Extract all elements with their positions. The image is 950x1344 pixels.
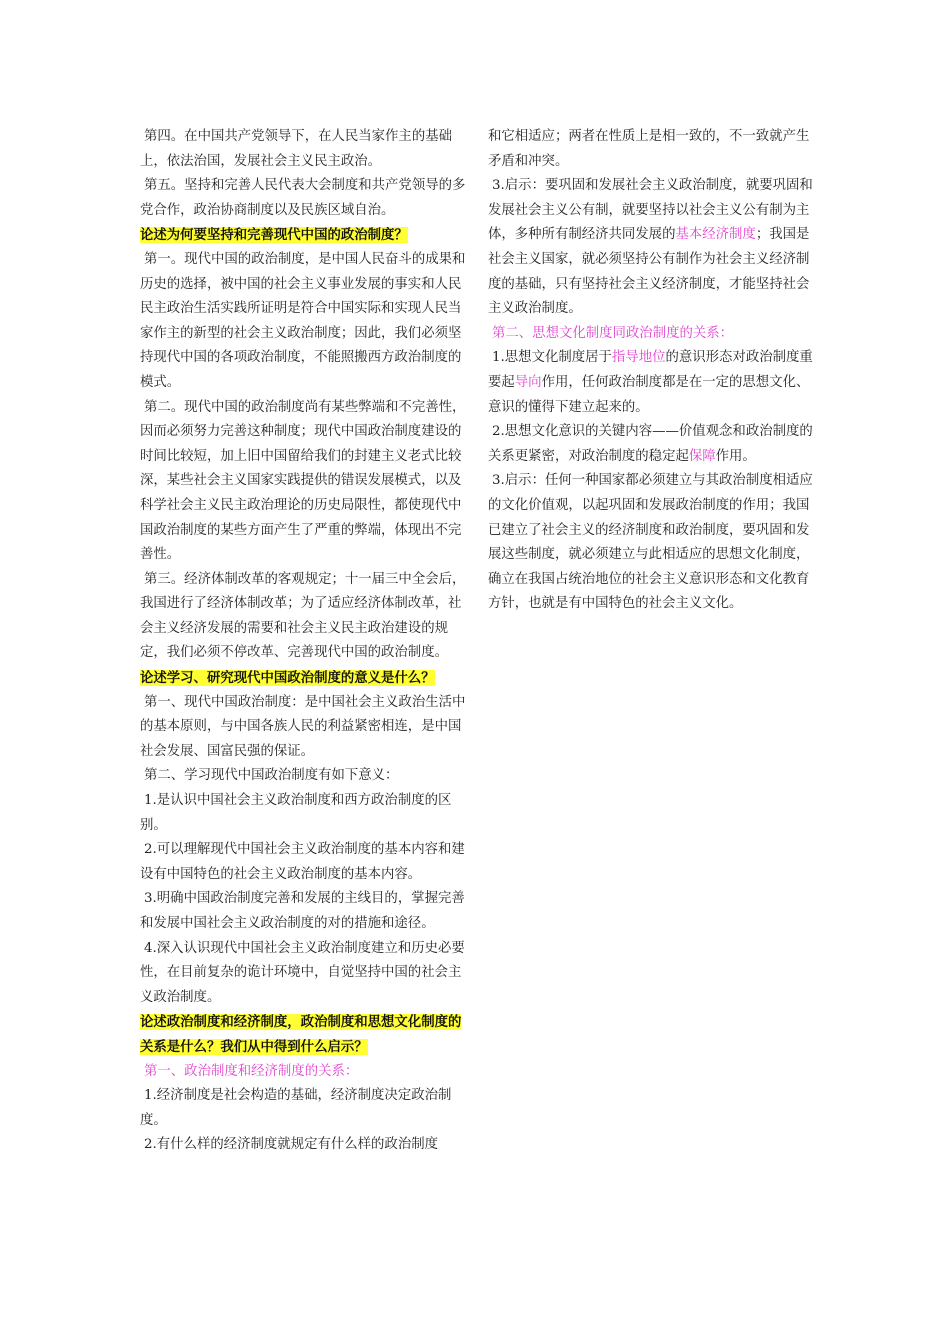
relation-item-2-continued: 和它相适应；两者在性质上是相一致的，不一致就产生矛盾和冲突。: [488, 129, 810, 169]
relation-item-1: 1.经济制度是社会构造的基础，经济制度决定政治制度。: [140, 1088, 452, 1128]
subheading-culture-political: 第二、思想文化制度同政治制度的关系：: [492, 325, 734, 341]
culture-item-1-text-b: 的意识形态对政治制度重要起: [488, 350, 813, 390]
answer-point-3: 第三。经济体制改革的客观规定；十一届三中全会后，我国进行了经济体制改革；为了适应经济体制改革，社会主义经济发展的需要和社会主义民主政治建设的规定，我们必须不停改革、完善现代中国的政治制度。: [140, 571, 466, 661]
culture-item-2-text-b: 作用。: [715, 448, 756, 464]
significance-item-2: 2.可以理解现代中国社会主义政治制度的基本内容和建设有中国特色的社会主义政治制度的基本内容。: [140, 842, 465, 882]
enlightenment-culture: 3.启示：任何一种国家都必须建立与其政治制度相适应的文化价值观，以起巩固和发展政治制度的作用；我国已建立了社会主义的经济制度和政治制度，要巩固和发展这些制度，就必须建立与此相适应的思想文化制度，确立在我国占统治地位的社会主义意识形态和文化教育方针，也就是有中国特色的社会主义文化。: [488, 473, 813, 612]
enlightenment-economic-text-a: 3.启示：要巩固和发展社会主义政治制度，就要巩固和发展社会主义公有制，就要坚持以社会主义公有制为主体，多种所有制经济共同发展的: [488, 178, 813, 243]
highlight-guiding-position: 指导地位: [611, 350, 666, 366]
significance-item-3: 3.明确中国政治制度完善和发展的主线目的，掌握完善和发展中国社会主义政治制度的对的措施和途径。: [140, 891, 465, 931]
culture-item-1-text-a: 1.思想文化制度居于: [492, 350, 612, 366]
paragraph-point-five: 第五。坚持和完善人民代表大会制度和共产党领导的多党合作，政治协商制度以及民族区域自治。: [140, 178, 466, 218]
right-column: [488, 125, 816, 617]
highlight-guidance: 导向: [514, 374, 542, 390]
significance-item-4: 4.深入认识现代中国社会主义政治制度建立和历史必要性，在目前复杂的诡计环境中，自觉坚持中国的社会主义政治制度。: [140, 940, 465, 1005]
culture-item-2-text-a: 2.思想文化意识的关键内容——价值观念和政治制度的关系更紧密，对政治制度的稳定起: [488, 424, 813, 464]
question-heading-2: [140, 666, 466, 691]
question-heading-3: [140, 1010, 466, 1059]
highlight-guarantee: 保障: [688, 448, 716, 464]
culture-relation-item-1: [488, 346, 816, 420]
answer-point-1: 第一。现代中国的政治制度，是中国人民奋斗的成果和历史的选择，被中国的社会主义事业发展的事实和人民民主政治生活实践所证明是符合中国实际和实现人民当家作主的新型的社会主义政治制度；因此，我们必须坚持现代中国的各项政治制度，不能照搬西方政治制度的模式。: [140, 251, 466, 390]
significance-point-2: 第二、学习现代中国政治制度有如下意义：: [144, 768, 399, 784]
highlight-basic-economic-system: 基本经济制度: [675, 227, 756, 243]
culture-relation-item-2: [488, 420, 816, 469]
paragraph-point-four: 第四。在中国共产党领导下，在人民当家作主的基础上，依法治国，发展社会主义民主政治。: [140, 129, 452, 169]
significance-item-1: 1.是认识中国社会主义政治制度和西方政治制度的区别。: [140, 793, 452, 833]
enlightenment-economic: [488, 174, 816, 322]
question-heading-1: [140, 223, 466, 248]
culture-item-1-text-c: 作用，任何政治制度都是在一定的思想文化、意识的懂得下建立起来的。: [488, 374, 810, 415]
enlightenment-economic-text-b: ；我国是社会主义国家，就必须坚持公有制作为社会主义经济制度的基础，只有坚持社会主义经济制度，才能坚持社会主义政治制度。: [488, 227, 810, 317]
significance-point-1: 第一、现代中国政治制度：是中国社会主义政治生活中的基本原则，与中国各族人民的利益紧密相连，是中国社会发展、国富民强的保证。: [140, 694, 466, 759]
question-heading-1-text: 论述为何要坚持和完善现代中国的政治制度？: [140, 227, 408, 244]
question-heading-2-text: 论述学习、研究现代中国政治制度的意义是什么？: [140, 670, 435, 687]
subheading-political-economic: 第一、政治制度和经济制度的关系：: [144, 1063, 359, 1079]
left-column: [140, 125, 466, 1158]
relation-item-2: 2.有什么样的经济制度就规定有什么样的政治制度: [144, 1137, 438, 1153]
question-heading-3-text: 论述政治制度和经济制度，政治制度和思想文化制度的关系是什么？我们从中得到什么启示？: [140, 1014, 462, 1055]
answer-point-2: 第二。现代中国的政治制度尚有某些弊端和不完善性，因而必须努力完善这种制度；现代中国政治制度建设的时间比较短，加上旧中国留给我们的封建主义老式比较深，某些社会主义国家实践提供的错误发展模式，以及科学社会主义民主政治理论的历史局限性，都使现代中国政治制度的某些方面产生了严重的弊端，体现出不完善性。: [140, 399, 466, 563]
